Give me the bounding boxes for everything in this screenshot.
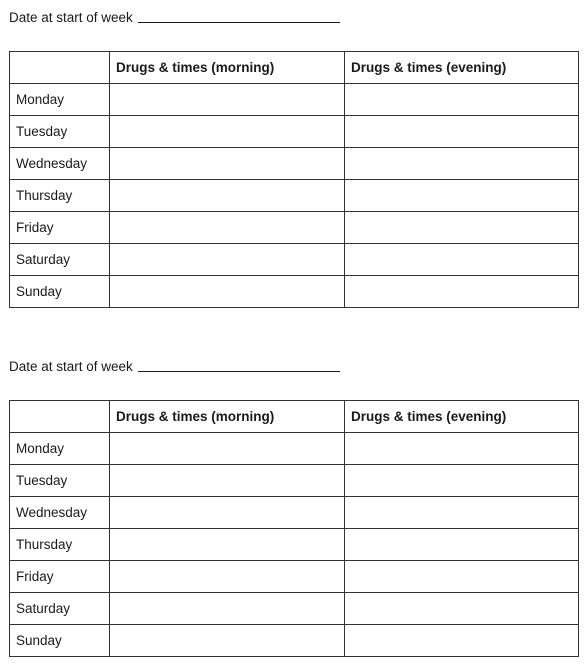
morning-cell[interactable] (110, 561, 345, 593)
morning-cell[interactable] (110, 497, 345, 529)
table-row (10, 84, 579, 116)
table-row (10, 433, 579, 465)
day-label: Friday (10, 212, 110, 244)
medication-table (9, 51, 579, 308)
day-label: Friday (10, 561, 110, 593)
day-label: Wednesday (10, 148, 110, 180)
evening-cell[interactable] (345, 84, 579, 116)
evening-cell[interactable] (345, 148, 579, 180)
morning-cell[interactable] (110, 433, 345, 465)
evening-cell[interactable] (345, 561, 579, 593)
day-label: Monday (10, 84, 110, 116)
day-label: Saturday (10, 593, 110, 625)
day-label: Tuesday (10, 465, 110, 497)
day-label: Thursday (10, 180, 110, 212)
morning-cell[interactable] (110, 244, 345, 276)
day-label: Tuesday (10, 116, 110, 148)
evening-cell[interactable] (345, 276, 579, 308)
header-row (10, 401, 579, 433)
morning-cell[interactable] (110, 116, 345, 148)
evening-cell[interactable] (345, 529, 579, 561)
table-row (10, 244, 579, 276)
table-row (10, 212, 579, 244)
table-row (10, 529, 579, 561)
evening-cell[interactable] (345, 497, 579, 529)
evening-cell[interactable] (345, 212, 579, 244)
table-row (10, 593, 579, 625)
day-label: Thursday (10, 529, 110, 561)
evening-cell[interactable] (345, 116, 579, 148)
medication-table (9, 400, 579, 657)
header-row (10, 52, 579, 84)
evening-cell[interactable] (345, 180, 579, 212)
evening-cell[interactable] (345, 625, 579, 657)
header-evening: Drugs & times (evening) (345, 52, 579, 84)
evening-cell[interactable] (345, 244, 579, 276)
date-line (9, 8, 340, 26)
day-label: Sunday (10, 276, 110, 308)
header-evening: Drugs & times (evening) (345, 401, 579, 433)
day-label: Monday (10, 433, 110, 465)
morning-cell[interactable] (110, 529, 345, 561)
morning-cell[interactable] (110, 180, 345, 212)
date-line (9, 357, 340, 375)
day-label: Sunday (10, 625, 110, 657)
morning-cell[interactable] (110, 212, 345, 244)
table-row (10, 148, 579, 180)
table-row (10, 497, 579, 529)
morning-cell[interactable] (110, 465, 345, 497)
table-row (10, 276, 579, 308)
table-row (10, 465, 579, 497)
morning-cell[interactable] (110, 625, 345, 657)
date-blank-field[interactable] (138, 371, 340, 372)
morning-cell[interactable] (110, 148, 345, 180)
evening-cell[interactable] (345, 433, 579, 465)
day-label: Wednesday (10, 497, 110, 529)
morning-cell[interactable] (110, 276, 345, 308)
date-blank-field[interactable] (138, 22, 340, 23)
table-row (10, 116, 579, 148)
header-morning: Drugs & times (morning) (110, 401, 345, 433)
table-row (10, 625, 579, 657)
morning-cell[interactable] (110, 84, 345, 116)
table-row (10, 180, 579, 212)
header-day (10, 401, 110, 433)
evening-cell[interactable] (345, 465, 579, 497)
evening-cell[interactable] (345, 593, 579, 625)
day-label: Saturday (10, 244, 110, 276)
table-row (10, 561, 579, 593)
date-label: Date at start of week (9, 10, 133, 25)
morning-cell[interactable] (110, 593, 345, 625)
header-day (10, 52, 110, 84)
date-label: Date at start of week (9, 359, 133, 374)
header-morning: Drugs & times (morning) (110, 52, 345, 84)
